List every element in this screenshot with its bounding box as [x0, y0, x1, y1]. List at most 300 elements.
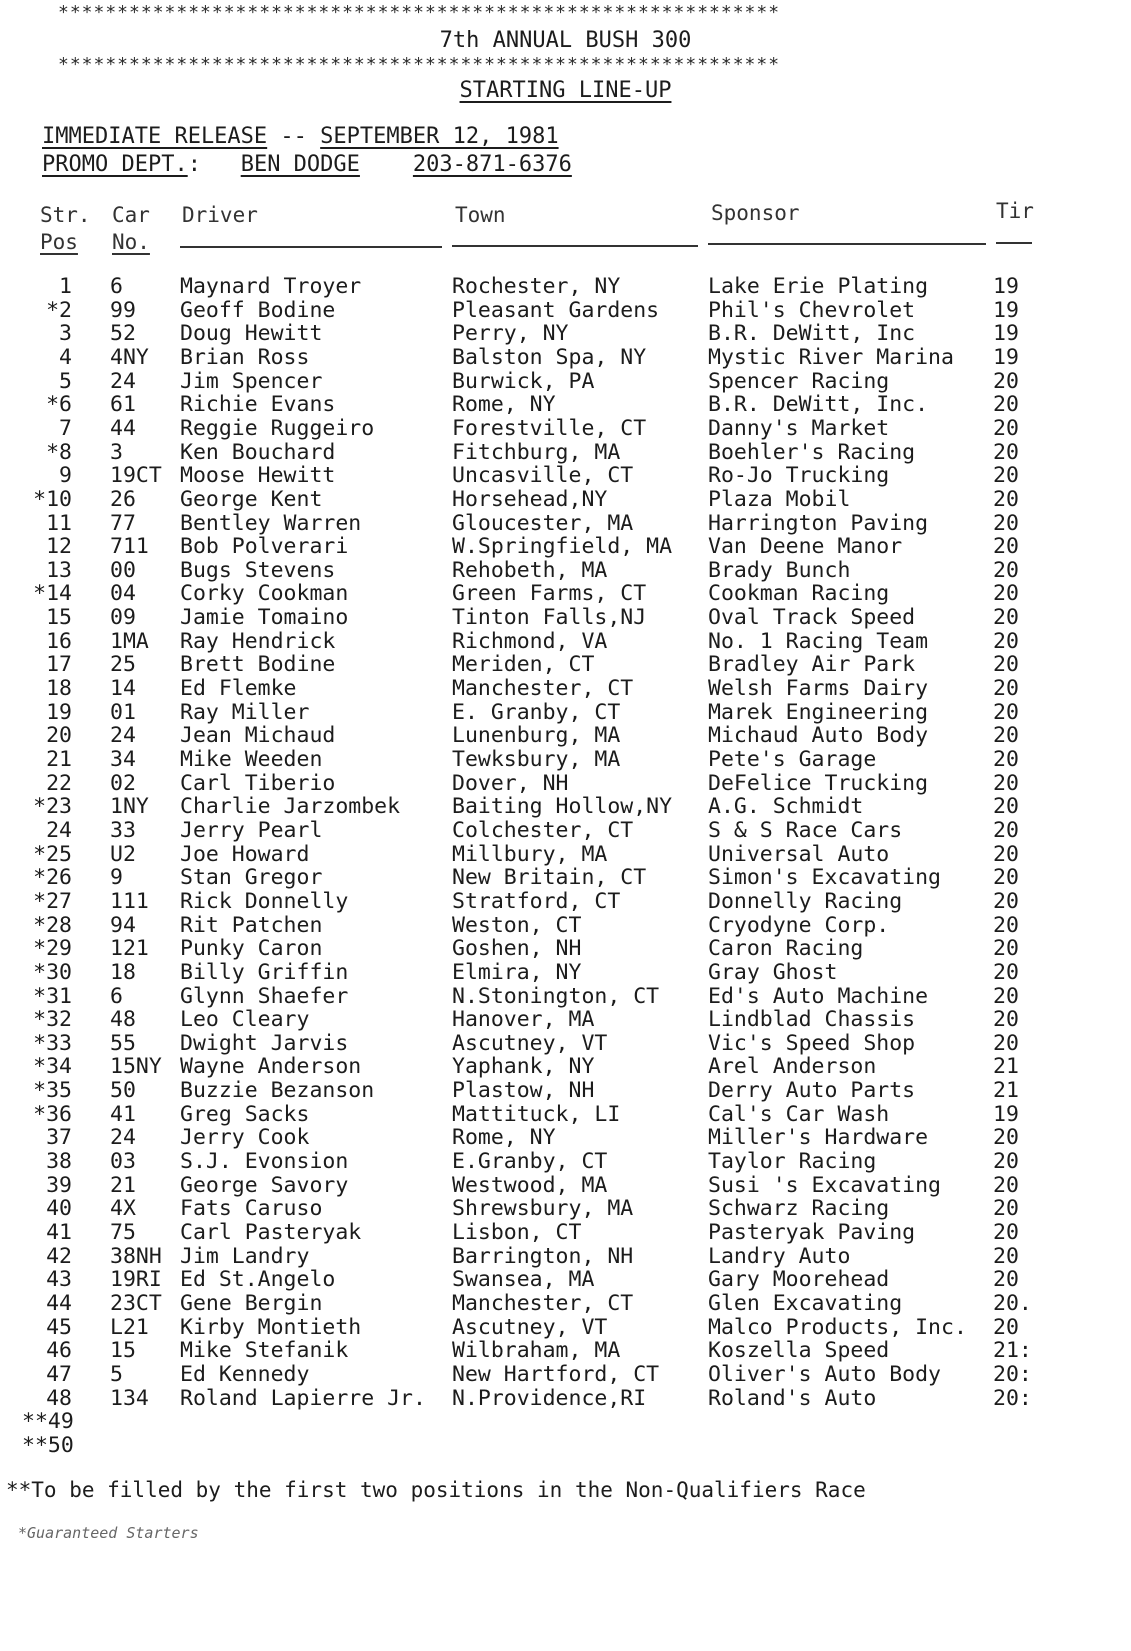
table-row: [0, 652, 1131, 676]
row-time: 19: [993, 1101, 1019, 1127]
row-driver: Bob Polverari: [180, 534, 349, 560]
row-town: Lunenburg, MA: [452, 723, 621, 749]
row-car-number: 34: [110, 747, 136, 772]
row-sponsor: Koszella Speed: [708, 1338, 890, 1364]
row-sponsor: Taylor Racing: [708, 1149, 877, 1175]
row-town: Shrewsbury, MA: [452, 1196, 634, 1222]
row-time: 19: [993, 274, 1019, 299]
row-car-number: 75: [110, 1220, 136, 1245]
row-car-number: 04: [110, 581, 136, 607]
row-car-number: 61: [110, 392, 136, 418]
table-row: [0, 1149, 1131, 1173]
row-driver: Carl Tiberio: [180, 770, 336, 796]
row-car-number: 24: [110, 1125, 136, 1151]
col-head-car: [112, 202, 150, 256]
row-position: *36: [33, 1101, 72, 1127]
row-car-number: 55: [110, 1030, 136, 1056]
row-car-number: U2: [110, 841, 136, 867]
row-car-number: 21: [110, 1172, 136, 1198]
row-position: *10: [33, 486, 72, 512]
row-town: Ascutney, VT: [452, 1030, 608, 1056]
row-position: *33: [33, 1030, 72, 1056]
row-car-number: 6: [110, 274, 123, 299]
row-sponsor: Cryodyne Corp.: [708, 912, 890, 938]
row-car-number: 33: [110, 817, 136, 843]
row-time: 20: [993, 747, 1019, 772]
row-driver: Ray Miller: [180, 699, 310, 725]
row-position: 43: [46, 1267, 72, 1293]
row-driver: Buzzie Bezanson: [180, 1078, 375, 1104]
row-position: 38: [46, 1149, 72, 1175]
table-row: [0, 558, 1131, 582]
row-time: 20: [993, 841, 1019, 867]
row-driver: Jerry Cook: [180, 1125, 310, 1151]
row-position: *6: [46, 392, 72, 418]
row-time: 21:: [993, 1338, 1032, 1364]
row-time: 20: [993, 652, 1019, 678]
row-car-number: 111: [110, 888, 149, 914]
table-row: [0, 913, 1131, 937]
row-sponsor: Landry Auto: [708, 1243, 851, 1269]
row-town: E.Granby, CT: [452, 1149, 608, 1175]
row-car-number: 00: [110, 557, 136, 583]
row-position: *34: [33, 1054, 72, 1080]
row-driver: Gene Bergin: [180, 1290, 323, 1316]
row-car-number: 26: [110, 486, 136, 512]
row-time: 20: [993, 912, 1019, 938]
row-town: Goshen, NH: [452, 936, 582, 962]
row-car-number: 19CT: [110, 463, 162, 489]
row-sponsor: B.R. DeWitt, Inc: [708, 321, 916, 347]
table-row: [0, 1125, 1131, 1149]
row-sponsor: Susi 's Excavating: [708, 1172, 941, 1198]
row-town: Tewksbury, MA: [452, 747, 621, 772]
col-rule-time: [996, 242, 1032, 244]
row-car-number: 01: [110, 699, 136, 725]
row-position: 1: [59, 274, 72, 299]
row-driver: Ken Bouchard: [180, 439, 336, 465]
row-driver: Bentley Warren: [180, 510, 362, 536]
row-town: Gloucester, MA: [452, 510, 634, 536]
row-time: 20: [993, 368, 1019, 394]
row-town: Rome, NY: [452, 1125, 556, 1151]
table-row: [0, 440, 1131, 464]
row-position: 42: [46, 1243, 72, 1269]
row-sponsor: Plaza Mobil: [708, 486, 851, 512]
row-driver: Kirby Montieth: [180, 1314, 362, 1340]
promo-name: BEN DODGE: [240, 152, 360, 177]
row-position: *30: [33, 959, 72, 985]
row-position: 22: [46, 770, 72, 796]
row-driver: Dwight Jarvis: [180, 1030, 349, 1056]
row-car-number: 711: [110, 534, 149, 560]
row-town: Colchester, CT: [452, 817, 634, 843]
row-sponsor: DeFelice Trucking: [708, 770, 929, 796]
row-time: 20: [993, 888, 1019, 914]
star-border-bottom: *************************************************************: [58, 54, 781, 75]
row-car-number: 50: [110, 1078, 136, 1104]
row-town: Hanover, MA: [452, 1007, 595, 1033]
release-date: SEPTEMBER 12, 1981: [320, 124, 559, 149]
row-position: 9: [59, 463, 72, 489]
row-position: *29: [33, 936, 72, 962]
row-sponsor: Spencer Racing: [708, 368, 890, 394]
row-car-number: 6: [110, 983, 123, 1009]
row-town: Plastow, NH: [452, 1078, 595, 1104]
row-town: Tinton Falls,NJ: [452, 605, 647, 631]
row-town: Ascutney, VT: [452, 1314, 608, 1340]
row-time: 20: [993, 605, 1019, 631]
table-row: [0, 392, 1131, 416]
row-time: 20: [993, 1243, 1019, 1269]
row-time: 20: [993, 1125, 1019, 1151]
row-time: 20: [993, 794, 1019, 820]
table-row: [0, 889, 1131, 913]
row-driver: George Kent: [180, 486, 323, 512]
row-car-number: 52: [110, 321, 136, 347]
table-row: [0, 1196, 1131, 1220]
row-time: 20: [993, 557, 1019, 583]
table-row: [0, 1078, 1131, 1102]
row-sponsor: Glen Excavating: [708, 1290, 903, 1316]
table-row: [0, 1173, 1131, 1197]
row-position: *14: [33, 581, 72, 607]
row-car-number: 14: [110, 676, 136, 702]
table-row: [0, 321, 1131, 345]
table-row: [0, 605, 1131, 629]
row-driver: Billy Griffin: [180, 959, 349, 985]
row-position: 18: [46, 676, 72, 702]
row-car-number: 44: [110, 415, 136, 441]
row-position: 17: [46, 652, 72, 678]
row-time: 20: [993, 392, 1019, 418]
row-car-number: 77: [110, 510, 136, 536]
row-town: Rehobeth, MA: [452, 557, 608, 583]
table-row: [0, 1315, 1131, 1339]
release-line: [42, 124, 559, 149]
row-town: W.Springfield, MA: [452, 534, 673, 560]
row-driver: Jim Landry: [180, 1243, 310, 1269]
row-driver: Mike Weeden: [180, 747, 323, 772]
row-car-number: 134: [110, 1385, 149, 1411]
row-time: 20: [993, 699, 1019, 725]
row-town: Westwood, MA: [452, 1172, 608, 1198]
row-position: *28: [33, 912, 72, 938]
promo-colon: :: [187, 152, 201, 177]
row-time: 19: [993, 344, 1019, 370]
row-sponsor: Pete's Garage: [708, 747, 877, 772]
row-town: N.Stonington, CT: [452, 983, 660, 1009]
row-town: Balston Spa, NY: [452, 344, 647, 370]
row-town: Mattituck, LI: [452, 1101, 621, 1127]
row-town: Baiting Hollow,NY: [452, 794, 673, 820]
row-position: *26: [33, 865, 72, 891]
row-time: 21: [993, 1054, 1019, 1080]
row-car-number: 3: [110, 439, 123, 465]
table-row: [0, 1244, 1131, 1268]
row-town: Fitchburg, MA: [452, 439, 621, 465]
row-position: 21: [46, 747, 72, 772]
row-town: Swansea, MA: [452, 1267, 595, 1293]
row-driver: Carl Pasteryak: [180, 1220, 362, 1245]
row-time: 20: [993, 1220, 1019, 1245]
row-sponsor: Bradley Air Park: [708, 652, 916, 678]
row-car-number: 99: [110, 297, 136, 323]
row-position: 37: [46, 1125, 72, 1151]
col-rule-town: [452, 245, 698, 247]
row-sponsor: Lake Erie Plating: [708, 274, 929, 299]
row-car-number: 25: [110, 652, 136, 678]
row-position: 4: [59, 344, 72, 370]
row-town: Horsehead,NY: [452, 486, 608, 512]
row-town: Lisbon, CT: [452, 1220, 582, 1245]
table-row: [0, 676, 1131, 700]
row-town: Weston, CT: [452, 912, 582, 938]
row-town: Pleasant Gardens: [452, 297, 660, 323]
row-car-number: 48: [110, 1007, 136, 1033]
row-driver: Reggie Ruggeiro: [180, 415, 375, 441]
row-driver: Brett Bodine: [180, 652, 336, 678]
row-town: Rochester, NY: [452, 274, 621, 299]
row-car-number: 15: [110, 1338, 136, 1364]
row-time: 20: [993, 510, 1019, 536]
row-driver: Ed Kennedy: [180, 1361, 310, 1387]
row-town: Burwick, PA: [452, 368, 595, 394]
row-position: 39: [46, 1172, 72, 1198]
table-row: [0, 1054, 1131, 1078]
row-driver: Jamie Tomaino: [180, 605, 349, 631]
row-town: Meriden, CT: [452, 652, 595, 678]
row-time: 20: [993, 770, 1019, 796]
table-row: [0, 794, 1131, 818]
row-sponsor: Van Deene Manor: [708, 534, 903, 560]
row-driver: Leo Cleary: [180, 1007, 310, 1033]
row-town: Barrington, NH: [452, 1243, 634, 1269]
row-car-number: 1MA: [110, 628, 149, 654]
row-sponsor: Welsh Farms Dairy: [708, 676, 929, 702]
row-time: 20: [993, 1172, 1019, 1198]
row-time: 20: [993, 723, 1019, 749]
row-car-number: 03: [110, 1149, 136, 1175]
row-position: 45: [46, 1314, 72, 1340]
row-position: 11: [46, 510, 72, 536]
col-head-sponsor: Sponsor: [711, 201, 800, 225]
row-town: E. Granby, CT: [452, 699, 621, 725]
table-row: [0, 936, 1131, 960]
row-position: 40: [46, 1196, 72, 1222]
row-time: 20: [993, 817, 1019, 843]
row-position: 19: [46, 699, 72, 725]
row-town: Richmond, VA: [452, 628, 608, 654]
row-sponsor: Marek Engineering: [708, 699, 929, 725]
row-time: 20: [993, 983, 1019, 1009]
row-sponsor: Schwarz Racing: [708, 1196, 890, 1222]
footnote-single-star: *Guaranteed Starters: [18, 1524, 199, 1542]
col-head-pos: [40, 202, 91, 256]
row-time: 20.: [993, 1290, 1032, 1316]
row-car-number: 19RI: [110, 1267, 162, 1293]
row-sponsor: Danny's Market: [708, 415, 890, 441]
row-time: 19: [993, 321, 1019, 347]
promo-label: PROMO DEPT.: [42, 152, 188, 177]
row-time: 20: [993, 865, 1019, 891]
row-sponsor: Phil's Chevrolet: [708, 297, 916, 323]
col-rule-sponsor: [708, 243, 986, 245]
row-driver: Fats Caruso: [180, 1196, 323, 1222]
table-row: [0, 1031, 1131, 1055]
row-driver: Punky Caron: [180, 936, 323, 962]
row-position: 7: [59, 415, 72, 441]
table-row: [0, 1291, 1131, 1315]
row-time: 20: [993, 936, 1019, 962]
row-sponsor: Lindblad Chassis: [708, 1007, 916, 1033]
row-driver: Ray Hendrick: [180, 628, 336, 654]
row-town: Yaphank, NY: [452, 1054, 595, 1080]
row-time: 20: [993, 1149, 1019, 1175]
row-driver: Charlie Jarzombek: [180, 794, 401, 820]
table-row: [0, 842, 1131, 866]
row-sponsor: S & S Race Cars: [708, 817, 903, 843]
row-driver: Jean Michaud: [180, 723, 336, 749]
page-title: 7th ANNUAL BUSH 300: [439, 28, 692, 53]
col-head-pos-line1: Str.: [40, 203, 91, 227]
row-car-number: 121: [110, 936, 149, 962]
table-row: [0, 771, 1131, 795]
table-row: [0, 1220, 1131, 1244]
row-driver: Corky Cookman: [180, 581, 349, 607]
row-sponsor: No. 1 Racing Team: [708, 628, 929, 654]
row-time: 20: [993, 1267, 1019, 1293]
row-driver: Moose Hewitt: [180, 463, 336, 489]
table-row: [0, 1386, 1131, 1410]
row-sponsor: B.R. DeWitt, Inc.: [708, 392, 929, 418]
row-position: 24: [46, 817, 72, 843]
row-time: 20: [993, 486, 1019, 512]
row-time: 20: [993, 1030, 1019, 1056]
row-town: Uncasville, CT: [452, 463, 634, 489]
row-time: 21: [993, 1078, 1019, 1104]
col-head-car-line1: Car: [112, 203, 150, 227]
row-position: 15: [46, 605, 72, 631]
row-position: *31: [33, 983, 72, 1009]
row-town: N.Providence,RI: [452, 1385, 647, 1411]
page-subtitle: STARTING LINE-UP: [459, 78, 672, 103]
row-town: Green Farms, CT: [452, 581, 647, 607]
row-town: Wilbraham, MA: [452, 1338, 621, 1364]
row-town: Manchester, CT: [452, 1290, 634, 1316]
row-position: 41: [46, 1220, 72, 1245]
table-row: [0, 1007, 1131, 1031]
row-position: **50: [22, 1432, 74, 1458]
row-driver: Bugs Stevens: [180, 557, 336, 583]
star-border-top: *************************************************************: [58, 2, 781, 23]
release-label: IMMEDIATE RELEASE: [42, 124, 268, 149]
row-car-number: 18: [110, 959, 136, 985]
row-position: 47: [46, 1361, 72, 1387]
row-position: *25: [33, 841, 72, 867]
table-row: [0, 700, 1131, 724]
row-sponsor: Ed's Auto Machine: [708, 983, 929, 1009]
row-sponsor: Malco Products, Inc.: [708, 1314, 967, 1340]
col-head-time: Tir: [996, 199, 1034, 223]
row-time: 20: [993, 534, 1019, 560]
row-position: 13: [46, 557, 72, 583]
row-town: Manchester, CT: [452, 676, 634, 702]
row-car-number: 94: [110, 912, 136, 938]
row-sponsor: Roland's Auto: [708, 1385, 877, 1411]
table-row: [0, 511, 1131, 535]
row-driver: Joe Howard: [180, 841, 310, 867]
row-sponsor: Derry Auto Parts: [708, 1078, 916, 1104]
row-car-number: 02: [110, 770, 136, 796]
row-sponsor: Cookman Racing: [708, 581, 890, 607]
table-row: [0, 865, 1131, 889]
row-car-number: L21: [110, 1314, 149, 1340]
row-position: **49: [22, 1409, 74, 1435]
row-time: 20: [993, 439, 1019, 465]
row-sponsor: Cal's Car Wash: [708, 1101, 890, 1127]
row-time: 20: [993, 1314, 1019, 1340]
row-car-number: 1NY: [110, 794, 149, 820]
row-driver: Jim Spencer: [180, 368, 323, 394]
table-row: [0, 747, 1131, 771]
row-sponsor: A.G. Schmidt: [708, 794, 864, 820]
row-sponsor: Boehler's Racing: [708, 439, 916, 465]
col-head-pos-line2: Pos: [40, 230, 78, 254]
row-driver: Geoff Bodine: [180, 297, 336, 323]
table-row: [0, 487, 1131, 511]
row-town: New Britain, CT: [452, 865, 647, 891]
row-sponsor: Universal Auto: [708, 841, 890, 867]
row-position: 16: [46, 628, 72, 654]
row-position: 48: [46, 1385, 72, 1411]
table-row: [0, 274, 1131, 298]
row-position: 20: [46, 723, 72, 749]
row-position: *27: [33, 888, 72, 914]
col-head-car-line2: No.: [112, 230, 150, 254]
row-time: 20: [993, 676, 1019, 702]
row-sponsor: Caron Racing: [708, 936, 864, 962]
row-position: *23: [33, 794, 72, 820]
row-time: 20: [993, 463, 1019, 489]
row-sponsor: Mystic River Marina: [708, 344, 954, 370]
row-position: 3: [59, 321, 72, 347]
row-time: 20: [993, 415, 1019, 441]
table-row: [0, 1102, 1131, 1126]
table-row: [0, 1362, 1131, 1386]
row-time: 20: [993, 959, 1019, 985]
row-driver: Ed Flemke: [180, 676, 297, 702]
row-sponsor: Brady Bunch: [708, 557, 851, 583]
row-position: *32: [33, 1007, 72, 1033]
row-car-number: 4X: [110, 1196, 136, 1222]
row-driver: Doug Hewitt: [180, 321, 323, 347]
row-sponsor: Gary Moorehead: [708, 1267, 890, 1293]
row-time: 20: [993, 1196, 1019, 1222]
table-row: [0, 581, 1131, 605]
row-car-number: 41: [110, 1101, 136, 1127]
row-car-number: 24: [110, 723, 136, 749]
row-car-number: 09: [110, 605, 136, 631]
row-sponsor: Michaud Auto Body: [708, 723, 929, 749]
row-sponsor: Simon's Excavating: [708, 865, 941, 891]
col-head-driver: Driver: [182, 203, 258, 227]
row-car-number: 4NY: [110, 344, 149, 370]
row-driver: Stan Gregor: [180, 865, 323, 891]
row-position: *35: [33, 1078, 72, 1104]
row-sponsor: Gray Ghost: [708, 959, 838, 985]
row-car-number: 15NY: [110, 1054, 162, 1080]
